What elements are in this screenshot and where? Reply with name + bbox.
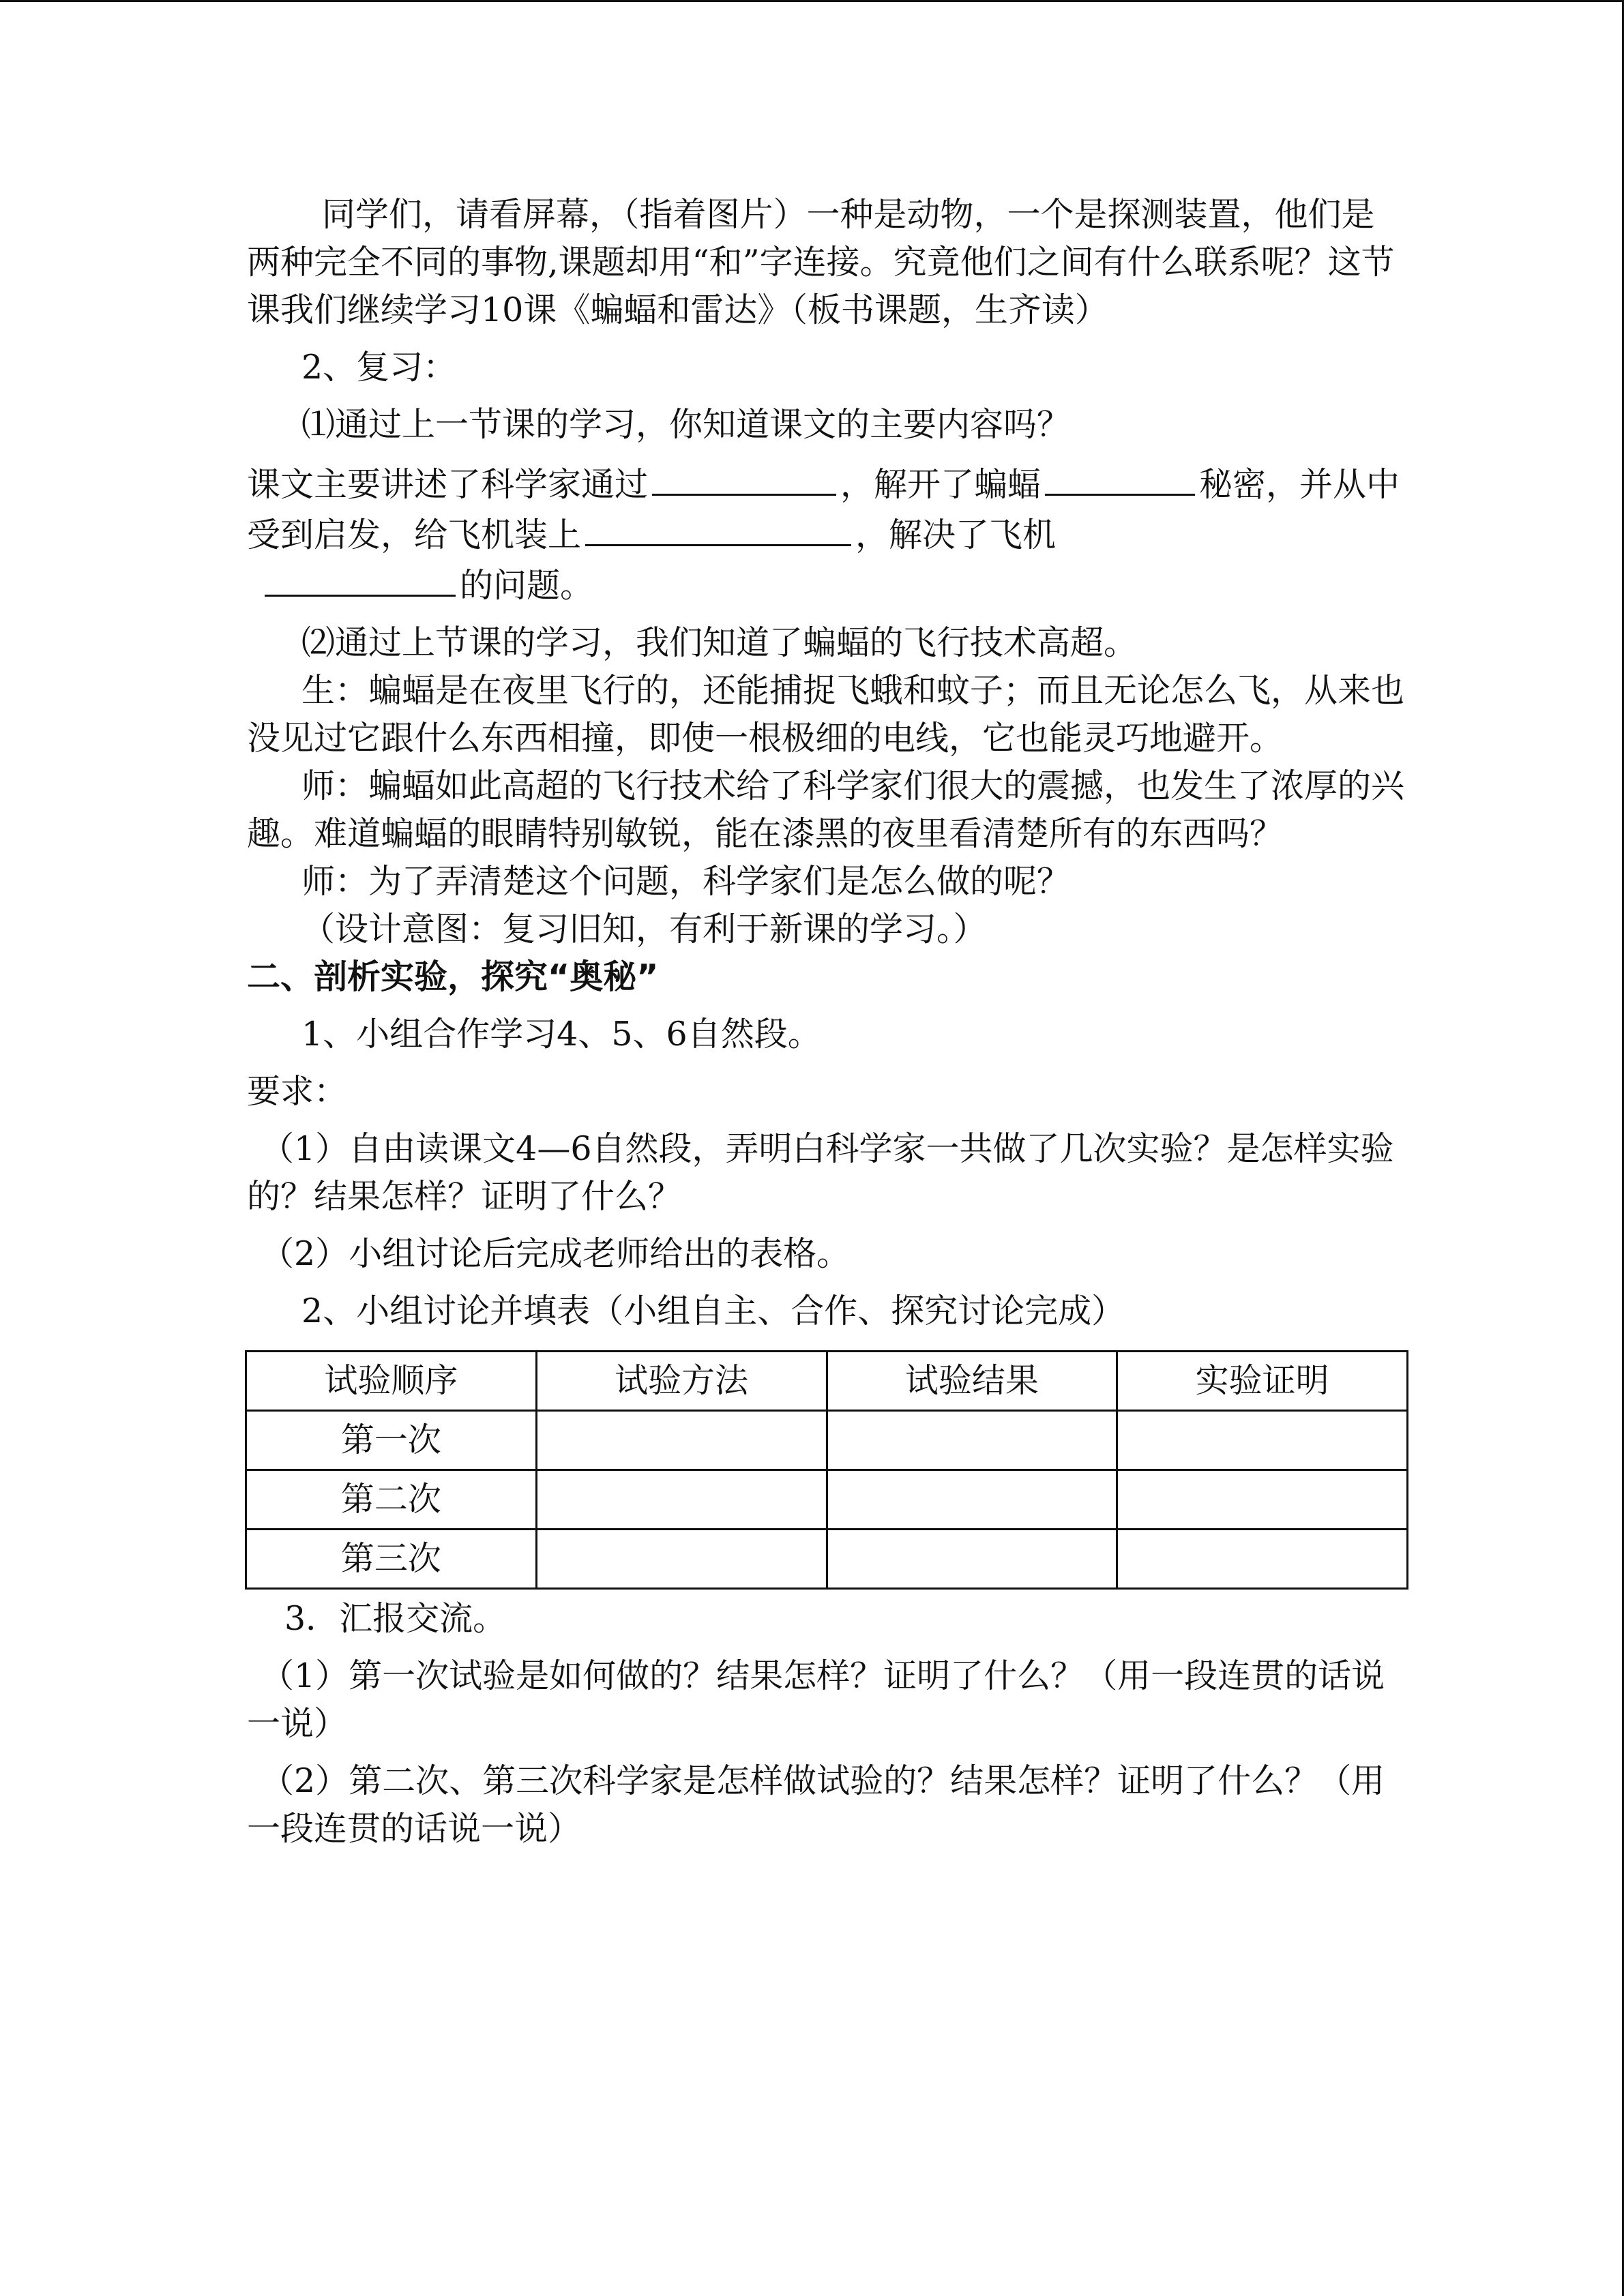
fill-blank-1[interactable]: [652, 458, 836, 496]
fill-text-4: ，解决了飞机: [855, 516, 1057, 554]
table-cell-method[interactable]: [536, 1411, 827, 1470]
requirement-1: （1）自由读课文4—6自然段，弄明白科学家一共做了几次实验？是怎样实验的？结果怎样？证明了什么？: [247, 1129, 1394, 1216]
report-question-1: （1）第一次试验是如何做的？结果怎样？证明了什么？（用一段连贯的话说一说）: [247, 1656, 1385, 1743]
table-cell-result[interactable]: [827, 1530, 1117, 1589]
requirements-label: 要求：: [247, 1072, 348, 1111]
fill-text-3: 秘密，并从中受到启发，给飞机装上: [247, 465, 1400, 554]
table-row: [246, 1530, 1408, 1589]
report-question-2: （2）第二次、第三次科学家是怎样做试验的？结果怎样？证明了什么？（用一段连贯的话说一说）: [247, 1761, 1385, 1848]
table-cell-proof[interactable]: [1117, 1470, 1408, 1530]
table-cell-order: 第一次: [246, 1411, 537, 1470]
table-cell-proof[interactable]: [1117, 1530, 1408, 1589]
fill-blank-3[interactable]: [585, 509, 851, 546]
experiment-table: [245, 1350, 1408, 1590]
review-title: 2、复习：: [301, 348, 457, 387]
table-header-cell: 试验方法: [536, 1352, 827, 1411]
table-cell-method[interactable]: [536, 1530, 827, 1589]
student-answer: 生：蝙蝠是在夜里飞行的，还能捕捉飞蛾和蚊子；而且无论怎么飞，从来也没见过它跟什么东西相撞，即使一根极细的电线，它也能灵巧地避开。: [247, 671, 1405, 758]
table-cell-result[interactable]: [827, 1411, 1117, 1470]
table-row: [246, 1470, 1408, 1530]
fill-blank-4[interactable]: [265, 559, 456, 597]
fill-text-5: 的问题。: [460, 566, 594, 605]
table-cell-order: 第三次: [246, 1530, 537, 1589]
table-row: [246, 1411, 1408, 1470]
table-cell-order: 第二次: [246, 1470, 537, 1530]
document-body: [247, 191, 1406, 1853]
fill-text-1: 课文主要讲述了科学家通过: [247, 465, 649, 504]
fill-blank-2[interactable]: [1045, 458, 1195, 496]
table-header-cell: 试验顺序: [246, 1352, 537, 1411]
teacher-remark-2: 师：为了弄清楚这个问题，科学家们是怎么做的呢？: [301, 862, 1071, 901]
table-header-cell: 实验证明: [1117, 1352, 1408, 1411]
step-1: 1、小组合作学习4、5、6自然段。: [301, 1015, 821, 1054]
table-header-cell: 试验结果: [827, 1352, 1117, 1411]
review-question-2: ⑵通过上节课的学习，我们知道了蝙蝠的飞行技术高超。: [301, 623, 1138, 662]
table-cell-result[interactable]: [827, 1470, 1117, 1530]
section-heading: 二、剖析实验，探究“奥秘”: [247, 957, 659, 996]
teacher-remark-1: 师：蝙蝠如此高超的飞行技术给了科学家们很大的震撼，也发生了浓厚的兴趣。难道蝙蝠的眼睛特别敏锐，能在漆黑的夜里看清楚所有的东西吗？: [247, 766, 1405, 853]
report-title: 3．汇报交流。: [284, 1599, 507, 1638]
fill-in-paragraph: [247, 458, 1406, 610]
review-question-1: ⑴通过上一节课的学习，你知道课文的主要内容吗？: [301, 405, 1071, 444]
table-cell-method[interactable]: [536, 1470, 827, 1530]
table-header-row: [246, 1352, 1408, 1411]
design-intent: （设计意图：复习旧知，有利于新课的学习。）: [301, 910, 987, 949]
intro-paragraph: 同学们，请看屏幕，（指着图片）一种是动物，一个是探测装置，他们是两种完全不同的事物,课题却用“和”字连接。究竟他们之间有什么联系呢？这节课我们继续学习10课《蝙蝠和雷达》（板书课题，生齐读）: [247, 195, 1395, 329]
requirement-2: （2）小组讨论后完成老师给出的表格。: [261, 1234, 851, 1273]
fill-text-2: ，解开了蝙蝠: [840, 465, 1042, 504]
step-2: 2、小组讨论并填表（小组自主、合作、探究讨论完成）: [301, 1292, 1125, 1330]
page-border-top: [0, 0, 1624, 2]
table-cell-proof[interactable]: [1117, 1411, 1408, 1470]
